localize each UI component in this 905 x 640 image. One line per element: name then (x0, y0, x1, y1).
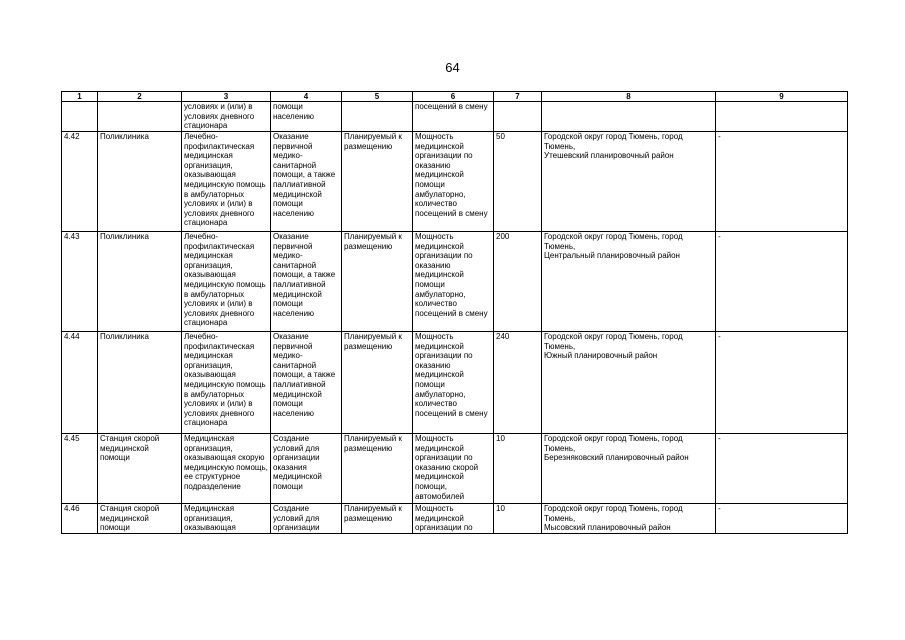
table-cell: Мощность медицинской организации по (413, 504, 494, 534)
table-cell: Мощность медицинской организации по оказанию медицинской помощи амбулаторно, количество посещений в смену (413, 132, 494, 232)
table-cell: Медицинская организация, оказывающая скорую медицинскую помощь, ее структурное подразделение (182, 434, 271, 504)
table-cell: Станция скорой медицинской помощи (98, 504, 182, 534)
column-header: 7 (494, 92, 542, 102)
table-cell: Лечебно-профилактическая медицинская организация, оказывающая медицинскую помощь в амбулаторных условиях и (или) в условиях дневного стационара (182, 332, 271, 434)
table-cell: Городской округ город Тюмень, город Тюмень, Центральный планировочный район (542, 232, 716, 332)
table-cell: 4.45 (62, 434, 98, 504)
table-cell: 10 (494, 504, 542, 534)
table-row (62, 504, 848, 534)
table-cell: Лечебно-профилактическая медицинская организация, оказывающая медицинскую помощь в амбулаторных условиях и (или) в условиях дневного стационара (182, 232, 271, 332)
column-header: 8 (542, 92, 716, 102)
table-cell: Поликлиника (98, 232, 182, 332)
table-cell: Оказание первичной медико-санитарной помощи, а также паллиативной медицинской помощи населению (271, 132, 342, 232)
table-row (62, 434, 848, 504)
table-cell: 4.44 (62, 332, 98, 434)
table-cell: Планируемый к размещению (342, 132, 413, 232)
table-cell (62, 102, 98, 132)
table-cell: 200 (494, 232, 542, 332)
column-header: 4 (271, 92, 342, 102)
column-header: 5 (342, 92, 413, 102)
table-row (62, 132, 848, 232)
table-cell: - (716, 504, 848, 534)
column-header: 9 (716, 92, 848, 102)
table-cell: Создание условий для организации оказания медицинской помощи (271, 434, 342, 504)
table-cell: Создание условий для организации (271, 504, 342, 534)
table-cell: Оказание первичной медико-санитарной помощи, а также паллиативной медицинской помощи населению (271, 232, 342, 332)
table-cell: Городской округ город Тюмень, город Тюмень, Утешевский планировочный район (542, 132, 716, 232)
table-cell: Оказание первичной медико-санитарной помощи, а также паллиативной медицинской помощи населению (271, 332, 342, 434)
table-cell: - (716, 434, 848, 504)
data-table (61, 91, 848, 534)
table-cell: Планируемый к размещению (342, 504, 413, 534)
table-cell: 4.46 (62, 504, 98, 534)
table-cell: Городской округ город Тюмень, город Тюмень, Южный планировочный район (542, 332, 716, 434)
table-cell: - (716, 232, 848, 332)
table-cell: Станция скорой медицинской помощи (98, 434, 182, 504)
page-number: 64 (445, 60, 460, 75)
table-row (62, 232, 848, 332)
header-row (62, 92, 848, 102)
table-cell: Городской округ город Тюмень, город Тюмень, Мысовский планировочный район (542, 504, 716, 534)
table-cell: Медицинская организация, оказывающая (182, 504, 271, 534)
table-cell: Городской округ город Тюмень, город Тюмень, Березняковский планировочный район (542, 434, 716, 504)
table-cell: Планируемый к размещению (342, 232, 413, 332)
table-cell: Мощность медицинской организации по оказанию медицинской помощи амбулаторно, количество посещений в смену (413, 332, 494, 434)
column-header: 2 (98, 92, 182, 102)
table-cell: Поликлиника (98, 332, 182, 434)
table-cell: Планируемый к размещению (342, 434, 413, 504)
table-cell: - (716, 332, 848, 434)
table-cell: посещений в смену (413, 102, 494, 132)
table-cell (342, 102, 413, 132)
table-cell: условиях и (или) в условиях дневного стационара (182, 102, 271, 132)
table-cell: Поликлиника (98, 132, 182, 232)
column-header: 6 (413, 92, 494, 102)
table-cell (716, 102, 848, 132)
table-cell: Мощность медицинской организации по оказанию медицинской помощи амбулаторно, количество посещений в смену (413, 232, 494, 332)
table-cell: Мощность медицинской организации по оказанию скорой медицинской помощи, автомобилей (413, 434, 494, 504)
table-cell (494, 102, 542, 132)
table-row (62, 332, 848, 434)
table-cell: Планируемый к размещению (342, 332, 413, 434)
table-cell (542, 102, 716, 132)
table-cell: 240 (494, 332, 542, 434)
table-cell: Лечебно-профилактическая медицинская организация, оказывающая медицинскую помощь в амбулаторных условиях и (или) в условиях дневного стационара (182, 132, 271, 232)
column-header: 1 (62, 92, 98, 102)
table-cell: 50 (494, 132, 542, 232)
table-cell: 10 (494, 434, 542, 504)
table-row (62, 102, 848, 132)
table-cell (98, 102, 182, 132)
table-cell: 4.43 (62, 232, 98, 332)
table-cell: - (716, 132, 848, 232)
column-header: 3 (182, 92, 271, 102)
table-cell: помощи населению (271, 102, 342, 132)
table-cell: 4.42 (62, 132, 98, 232)
